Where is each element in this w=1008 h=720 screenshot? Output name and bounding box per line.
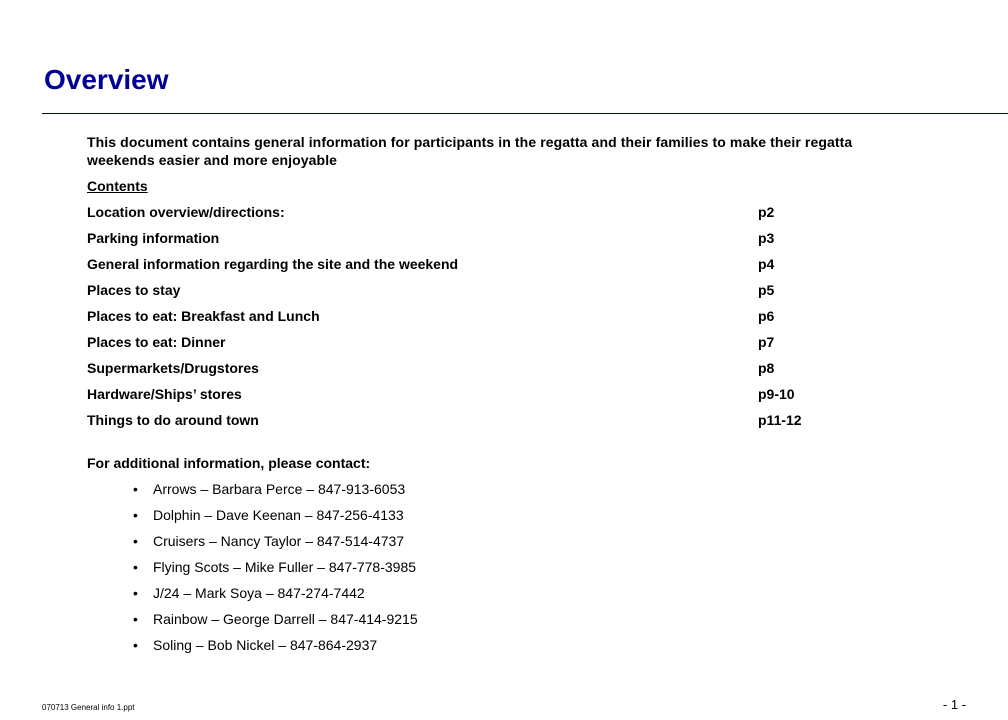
- toc-row: [87, 333, 907, 359]
- toc-row: [87, 307, 907, 333]
- toc-label: Hardware/Ships’ stores: [87, 386, 242, 402]
- footer-file-name: 070713 General info 1.ppt: [42, 703, 135, 712]
- toc-page: p6: [758, 308, 775, 324]
- toc-row: [87, 281, 907, 307]
- toc-row: [87, 385, 907, 411]
- title-divider: [42, 113, 1008, 114]
- toc-page: p9-10: [758, 386, 795, 402]
- contact-text: Dolphin – Dave Keenan – 847-256-4133: [153, 507, 404, 523]
- bullet-icon: •: [133, 637, 138, 653]
- bullet-icon: •: [133, 533, 138, 549]
- toc-label: Location overview/directions:: [87, 204, 285, 220]
- toc-label: Places to eat: Breakfast and Lunch: [87, 308, 320, 324]
- toc-page: p5: [758, 282, 775, 298]
- toc-label: Places to eat: Dinner: [87, 334, 226, 350]
- contact-list: [87, 480, 907, 662]
- toc-page: p4: [758, 256, 775, 272]
- list-item: [133, 506, 907, 532]
- intro-paragraph: This document contains general information for participants in the regatta and their families to make their regatta weekends easier and more enjoyable: [87, 134, 853, 168]
- contact-text: J/24 – Mark Soya – 847-274-7442: [153, 585, 365, 601]
- toc-row: [87, 255, 907, 281]
- contact-text: Flying Scots – Mike Fuller – 847-778-3985: [153, 559, 417, 575]
- list-item: [133, 636, 907, 662]
- toc-page: p3: [758, 230, 775, 246]
- toc-page: p11-12: [758, 412, 802, 428]
- list-item: [133, 558, 907, 584]
- bullet-icon: •: [133, 507, 138, 523]
- document-body: [87, 133, 907, 662]
- bullet-icon: •: [133, 585, 138, 601]
- toc-row: [87, 203, 907, 229]
- contact-text: Rainbow – George Darrell – 847-414-9215: [153, 611, 418, 627]
- toc-label: Places to stay: [87, 282, 181, 298]
- bullet-icon: •: [133, 481, 138, 497]
- toc-row: [87, 411, 907, 437]
- toc-page: p7: [758, 334, 775, 350]
- toc-label: Supermarkets/Drugstores: [87, 360, 259, 376]
- list-item: [133, 610, 907, 636]
- contents-heading: Contents: [87, 178, 148, 194]
- toc-row: [87, 359, 907, 385]
- toc-page: p2: [758, 204, 775, 220]
- list-item: [133, 532, 907, 558]
- contact-text: Cruisers – Nancy Taylor – 847-514-4737: [153, 533, 405, 549]
- footer-page-number: - 1 -: [942, 697, 966, 712]
- toc-row: [87, 229, 907, 255]
- contact-heading: For additional information, please contact:: [87, 455, 371, 471]
- list-item: [133, 584, 907, 610]
- toc-page: p8: [758, 360, 775, 376]
- toc-label: Things to do around town: [87, 412, 259, 428]
- bullet-icon: •: [133, 559, 138, 575]
- toc-label: Parking information: [87, 230, 220, 246]
- contact-text: Soling – Bob Nickel – 847-864-2937: [153, 637, 378, 653]
- page-title: Overview: [44, 64, 169, 95]
- table-of-contents: [87, 203, 907, 437]
- bullet-icon: •: [133, 611, 138, 627]
- list-item: [133, 480, 907, 506]
- contact-text: Arrows – Barbara Perce – 847-913-6053: [153, 481, 406, 497]
- toc-label: General information regarding the site and the weekend: [87, 256, 459, 272]
